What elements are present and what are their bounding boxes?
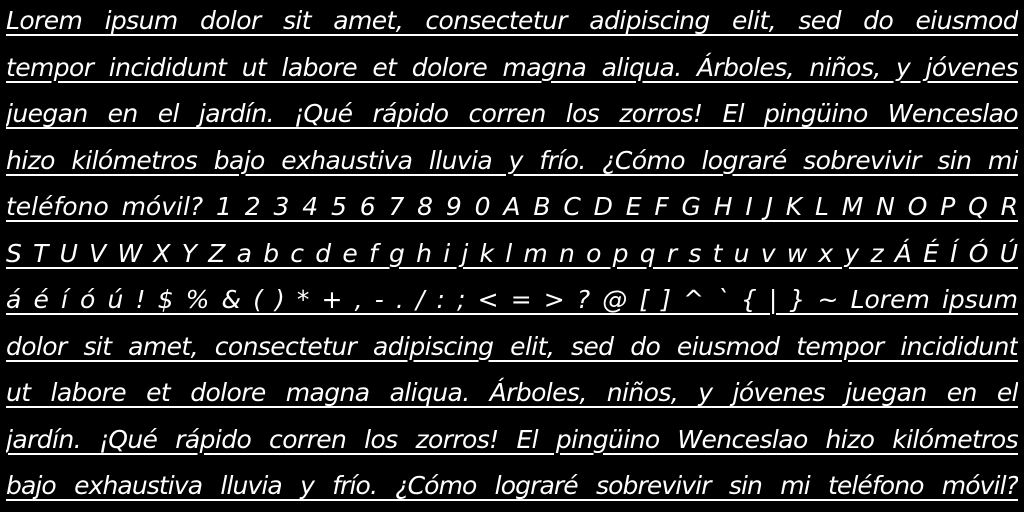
text-line-4: hizo kilómetros bajo exhaustiva lluvia y frío. ¿Cómo lograré sobrevivir sin mi <box>6 145 1018 175</box>
text-line-6: S T U V W X Y Z a b c d e f g h i j k l m n o p q r s t u v w x y z Á É Í Ó Ú <box>6 238 1018 268</box>
text-line-7: á é í ó ú ! $ % & ( ) * + , - . / : ; < = > ? @ [ ] ^ ` { | } ~ Lorem ipsum <box>6 285 1018 314</box>
text-line-8: dolor sit amet, consectetur adipiscing elit, sed do eiusmod tempor incididunt <box>6 331 1018 361</box>
text-line-5: teléfono móvil? 1 2 3 4 5 6 7 8 9 0 A B C D E F G H I J K L M N O P Q R <box>6 192 1018 221</box>
text-line-9: ut labore et dolore magna aliqua. Árboles, niños, y jóvenes juegan en el <box>6 378 1018 407</box>
text-line-2: tempor incididunt ut labore et dolore magna aliqua. Árboles, niños, y jóvenes <box>6 52 1018 82</box>
text-line-1: Lorem ipsum dolor sit amet, consectetur adipiscing elit, sed do eiusmod <box>6 6 1018 35</box>
text-line-10: jardín. ¡Qué rápido corren los zorros! El pingüino Wenceslao hizo kilómetros <box>6 424 1018 454</box>
text-line-3: juegan en el jardín. ¡Qué rápido corren los zorros! El pingüino Wenceslao <box>6 99 1018 128</box>
text-line-11: bajo exhaustiva lluvia y frío. ¿Cómo lograré sobrevivir sin mi teléfono móvil? <box>6 471 1018 500</box>
